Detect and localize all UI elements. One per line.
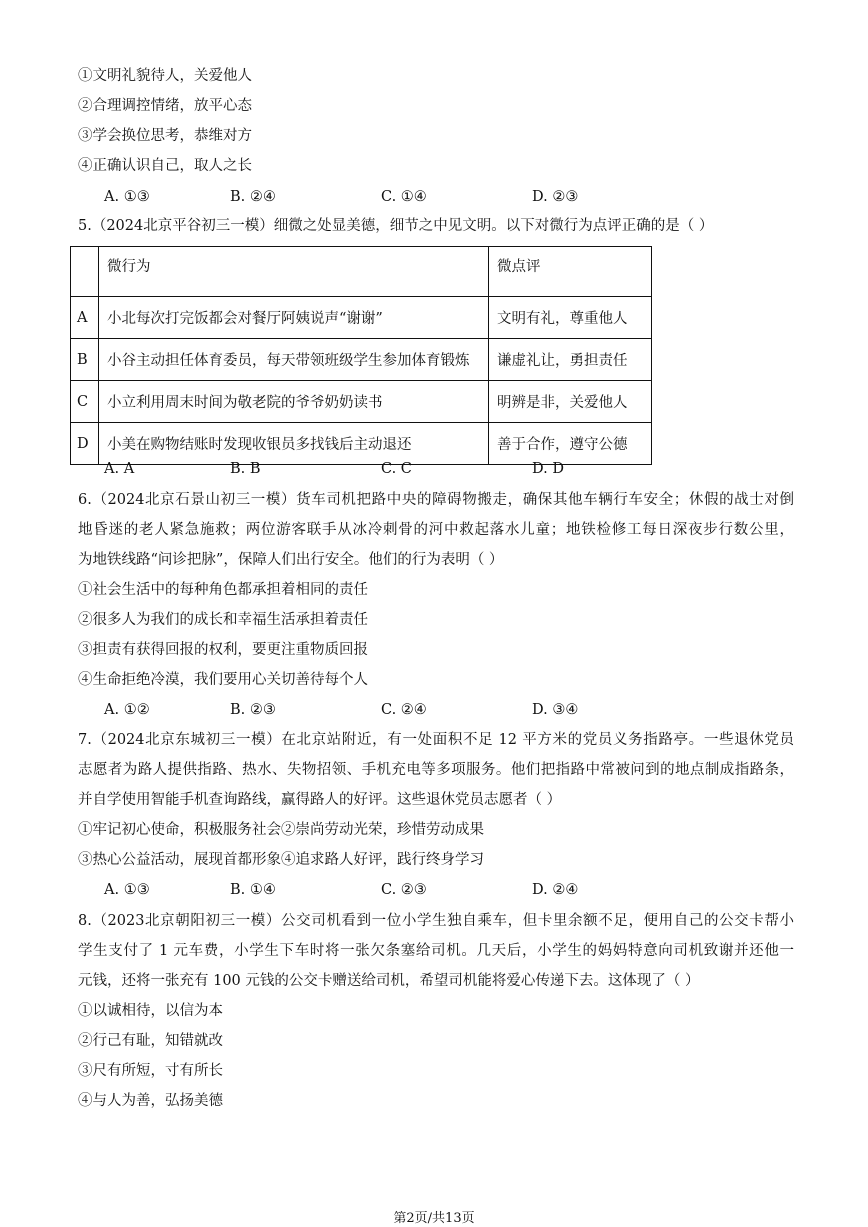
q4-item-1: ①文明礼貌待人，关爱他人 <box>78 68 252 84</box>
q6-option-a: A. ①② <box>104 702 150 718</box>
q6-stem-line: 地昏迷的老人紧急施救；两位游客联手从冰冷刺骨的河中救起落水儿童；地铁检修工每日深夜步行数公里， <box>78 522 794 538</box>
table-header-comment: 微点评 <box>489 247 652 297</box>
q8-item-2: ②行己有耻，知错就改 <box>78 1033 223 1049</box>
q7-stem-line: 7.（2024北京东城初三一模）在北京站附近，有一处面积不足 12 平方米的党员义务指路亭。一些退休党员 <box>78 732 794 748</box>
table-cell-key: C <box>71 381 99 423</box>
table-cell-behavior: 小美在购物结账时发现收银员多找钱后主动退还 <box>99 423 489 465</box>
table-cell-key: A <box>71 297 99 339</box>
table-row <box>71 297 652 339</box>
q5-option-d: D. D <box>532 461 564 477</box>
q5-option-c: C. C <box>381 461 412 477</box>
q8-item-4: ④与人为善，弘扬美德 <box>78 1093 223 1109</box>
q4-option-d: D. ②③ <box>532 189 579 205</box>
table-cell-key: B <box>71 339 99 381</box>
q6-item-4: ④生命拒绝冷漠，我们要用心关切善待每个人 <box>78 672 368 688</box>
table-cell-comment: 明辨是非，关爱他人 <box>489 381 652 423</box>
q7-option-b: B. ①④ <box>230 882 276 898</box>
table-row <box>71 381 652 423</box>
q7-option-c: C. ②③ <box>381 882 427 898</box>
q6-option-c: C. ②④ <box>381 702 427 718</box>
table-cell-behavior: 小立利用周末时间为敬老院的爷爷奶奶读书 <box>99 381 489 423</box>
q7-stem-line: 并自学使用智能手机查询路线，赢得路人的好评。这些退休党员志愿者（ ） <box>78 792 562 808</box>
table-cell-behavior: 小北每次打完饭都会对餐厅阿姨说声“谢谢” <box>99 297 489 339</box>
table-cell-comment: 善于合作，遵守公德 <box>489 423 652 465</box>
q7-stem-line: 志愿者为路人提供指路、热水、失物招领、手机充电等多项服务。他们把指路中常被问到的地点制成指路条， <box>78 762 794 778</box>
q8-stem-line: 学生支付了 1 元车费，小学生下车时将一张欠条塞给司机。几天后，小学生的妈妈特意向司机致谢并还他一 <box>78 943 794 959</box>
q4-options <box>104 187 704 207</box>
q4-item-4: ④正确认识自己，取人之长 <box>78 158 252 174</box>
q4-option-a: A. ①③ <box>104 189 150 205</box>
table-cell-comment: 谦虚礼让，勇担责任 <box>489 339 652 381</box>
q6-stem-line: 为地铁线路“问诊把脉”，保障人们出行安全。他们的行为表明（ ） <box>78 552 504 568</box>
q7-option-a: A. ①③ <box>104 882 150 898</box>
q5-table <box>70 246 652 465</box>
table-cell-key: D <box>71 423 99 465</box>
q6-item-1: ①社会生活中的每种角色都承担着相同的责任 <box>78 582 368 598</box>
table-row <box>71 339 652 381</box>
table-header-key <box>71 247 99 297</box>
q7-items-line-2: ③热心公益活动，展现首都形象④追求路人好评，践行终身学习 <box>78 852 484 868</box>
q8-stem-line: 元钱，还将一张充有 100 元钱的公交卡赠送给司机，希望司机能将爱心传递下去。这体现了（ ） <box>78 973 700 989</box>
q6-item-2: ②很多人为我们的成长和幸福生活承担着责任 <box>78 612 368 628</box>
q6-item-3: ③担责有获得回报的权利，要更注重物质回报 <box>78 642 368 658</box>
q7-items-line-1: ①牢记初心使命，积极服务社会②崇尚劳动光荣，珍惜劳动成果 <box>78 822 484 838</box>
q6-options <box>104 700 704 720</box>
q6-stem-line: 6.（2024北京石景山初三一模）货车司机把路中央的障碍物搬走，确保其他车辆行车安全；休假的战士对倒 <box>78 492 794 508</box>
table-header-behavior: 微行为 <box>99 247 489 297</box>
q7-options <box>104 880 704 900</box>
q5-option-a: A. A <box>104 461 135 477</box>
q4-item-2: ②合理调控情绪，放平心态 <box>78 98 252 114</box>
q8-item-1: ①以诚相待，以信为本 <box>78 1003 223 1019</box>
q4-option-c: C. ①④ <box>381 189 427 205</box>
page-number: 第2页/共13页 <box>393 1211 475 1226</box>
table-cell-comment: 文明有礼，尊重他人 <box>489 297 652 339</box>
q8-stem-line: 8.（2023北京朝阳初三一模）公交司机看到一位小学生独自乘车，但卡里余额不足，便用自己的公交卡帮小 <box>78 913 794 929</box>
q6-option-d: D. ③④ <box>532 702 579 718</box>
q5-stem: 5.（2024北京平谷初三一模）细微之处显美德，细节之中见文明。以下对微行为点评正确的是（ ） <box>78 218 714 234</box>
table-cell-behavior: 小谷主动担任体育委员，每天带领班级学生参加体育锻炼 <box>99 339 489 381</box>
q7-option-d: D. ②④ <box>532 882 579 898</box>
q6-option-b: B. ②③ <box>230 702 276 718</box>
q8-item-3: ③尺有所短，寸有所长 <box>78 1063 223 1079</box>
table-header-row <box>71 247 652 297</box>
q4-option-b: B. ②④ <box>230 189 276 205</box>
q5-option-b: B. B <box>230 461 261 477</box>
q5-options <box>104 459 704 479</box>
q4-item-3: ③学会换位思考，恭维对方 <box>78 128 252 144</box>
